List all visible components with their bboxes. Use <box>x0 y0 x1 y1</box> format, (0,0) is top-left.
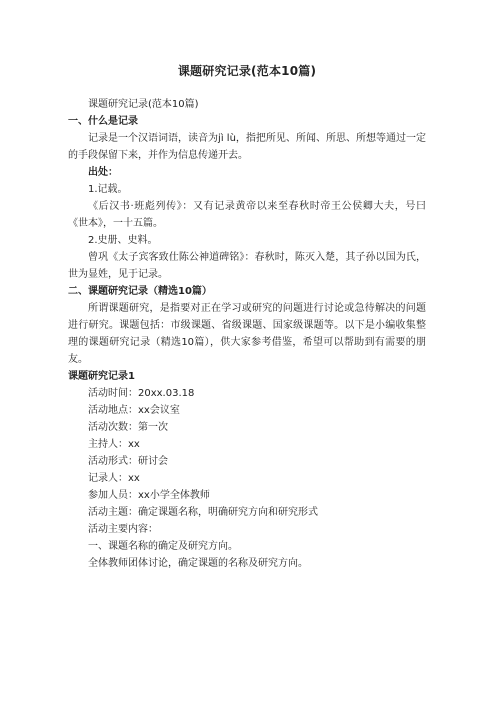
source-1: 1.记载。 <box>88 184 128 195</box>
section-1-paragraph: 记录是一个汉语词语，读音为jì lù，指把所见、所闻、所思、所想等通过一定的手段保留下来，并作为信息传递开去。 <box>68 133 426 161</box>
record-line: 活动地点：xx会议室 <box>88 405 180 416</box>
record-line: 参加人员：xx小学全体教师 <box>88 490 210 501</box>
source-2: 2.史册、史料。 <box>88 235 158 246</box>
record-line: 活动时间：20xx.03.18 <box>88 388 195 399</box>
record-line: 主持人：xx <box>88 439 140 450</box>
section-2-paragraph: 所谓课题研究，是指要对正在学习或研究的问题进行讨论或急待解决的问题进行研究。课题包括：市级课题、省级课题、国家级课题等。以下是小编收集整理的课题研究记录（精选10篇），供大家参考借鉴，希望可以帮助到有需要的朋友。 <box>68 303 426 365</box>
record-line: 全体教师团体讨论，确定课题的名称及研究方向。 <box>88 558 308 569</box>
document-title: 课题研究记录(范本10篇) <box>177 64 317 78</box>
source-2-quote: 曾巩《太子宾客致仕陈公神道碑铭》：春秋时，陈灭入楚，其子孙以国为氏，世为显姓，见于记录。 <box>68 252 426 280</box>
record-line: 活动次数：第一次 <box>88 422 168 433</box>
record-line: 记录人：xx <box>88 473 140 484</box>
record-line: 活动主要内容： <box>88 524 158 535</box>
section-2-heading: 二、课题研究记录（精选10篇） <box>68 286 212 297</box>
document-subtitle: 课题研究记录(范本10篇) <box>88 99 199 110</box>
record-1-heading: 课题研究记录1 <box>68 371 135 382</box>
source-1-quote: 《后汉书·班彪列传》：又有记录黄帝以来至春秋时帝王公侯卿大夫，号曰《世本》，一十五篇。 <box>68 201 426 229</box>
record-line: 活动主题：确定课题名称，明确研究方向和研究形式 <box>88 507 318 518</box>
record-line: 一、课题名称的确定及研究方向。 <box>88 541 238 552</box>
section-1-heading: 一、什么是记录 <box>68 116 138 127</box>
record-line: 活动形式：研讨会 <box>88 456 168 467</box>
source-label: 出处： <box>88 167 118 178</box>
